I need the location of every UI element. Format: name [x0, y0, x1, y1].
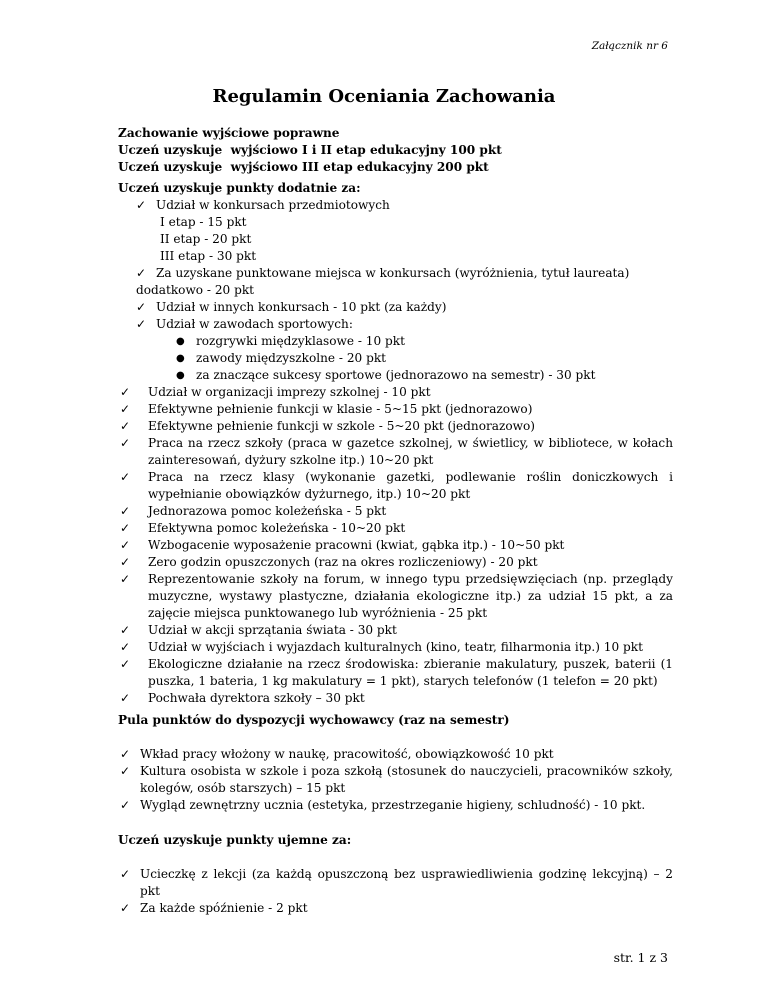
- checkmark-icon: ✓: [135, 317, 147, 331]
- list-item: ✓ Ucieczkę z lekcji (za każdą opuszczoną bez usprawiedliwienia godzinę lekcyjną) – 2 pkt: [119, 867, 673, 898]
- positive-list: [118, 384, 673, 707]
- list-item: ✓ Efektywne pełnienie funkcji w klasie - 5~15 pkt (jednorazowo): [119, 402, 533, 416]
- list-item: ✓ Jednorazowa pomoc koleżeńska - 5 pkt: [119, 504, 387, 518]
- list-item: ✓ Wzbogacenie wyposażenie pracowni (kwiat, gąbka itp.) - 10~50 pkt: [119, 538, 565, 552]
- section-heading: Uczeń uzyskuje punkty ujemne za:: [118, 833, 352, 847]
- checkmark-icon: ✓: [119, 402, 131, 416]
- bullet-item: ● zawody międzyszkolne - 20 pkt: [176, 351, 387, 365]
- list-item: ✓ Kultura osobista w szkole i poza szkołą (stosunek do nauczycieli, pracowników szkoły, kolegów, osób starszych) – 15 pkt: [119, 764, 673, 795]
- document-title: Regulamin Oceniania Zachowania: [212, 86, 556, 107]
- checkmark-icon: ✓: [119, 798, 131, 812]
- negative-list: [118, 866, 673, 917]
- list-item: ✓ Wygląd zewnętrzny ucznia (estetyka, przestrzeganie higieny, schludność) - 10 pkt.: [119, 798, 646, 812]
- bullet-item: ● rozgrywki międzyklasowe - 10 pkt: [176, 334, 405, 348]
- checkmark-icon: ✓: [119, 436, 131, 450]
- checkmark-icon: ✓: [119, 555, 131, 569]
- checkmark-icon: ✓: [135, 198, 147, 212]
- checkmark-icon: ✓: [119, 657, 131, 671]
- list-item: ✓ Udział w wyjściach i wyjazdach kulturalnych (kino, teatr, filharmonia itp.) 10 pkt: [119, 640, 643, 654]
- checkmark-icon: ✓: [119, 640, 131, 654]
- list-item: ✓ Udział w konkursach przedmiotowych I etap - 15 pkt II etap - 20 pkt III etap - 30 pkt: [135, 198, 390, 263]
- checkmark-icon: ✓: [119, 691, 131, 705]
- list-item: ✓ Efektywna pomoc koleżeńska - 10~20 pkt: [119, 521, 406, 535]
- attachment-label: Załącznik nr 6: [591, 40, 668, 52]
- list-item: ✓ Efektywne pełnienie funkcji w szkole - 5~20 pkt (jednorazowo): [119, 419, 535, 433]
- list-item: ✓ Wkład pracy włożony w naukę, pracowitość, obowiązkowość 10 pkt: [119, 747, 554, 761]
- positive-section: [118, 180, 673, 197]
- teacher-pool-list: [118, 746, 673, 814]
- list-item: ✓ Praca na rzecz klasy (wykonanie gazetki, podlewanie roślin doniczkowych i wypełnianie obowiązków dyżurnego, itp.) 10~20 pkt: [119, 470, 673, 501]
- negative-section: [118, 832, 673, 849]
- bullet-item: ● za znaczące sukcesy sportowe (jednorazowo na semestr) - 30 pkt: [176, 368, 596, 382]
- list-item: ✓ Reprezentowanie szkoły na forum, w innego typu przedsięwzięciach (np. przeglądy muzyczne, wystawy plastyczne, działania ekologiczne itp.) za udział 15 pkt, a za zajęcie miejsca punktowanego lub wyróżnienia - 25 pkt: [119, 572, 673, 620]
- page-number: str. 1 z 3: [613, 950, 668, 965]
- checkmark-icon: ✓: [135, 300, 147, 314]
- list-item: ✓ Udział w innych konkursach - 10 pkt (za każdy): [135, 300, 447, 314]
- list-item: ✓ Udział w akcji sprzątania świata - 30 pkt: [119, 623, 397, 637]
- checkmark-icon: ✓: [119, 867, 131, 881]
- teacher-pool-section: [118, 712, 673, 729]
- intro-line: Zachowanie wyjściowe poprawne: [118, 126, 340, 140]
- list-item: ✓ Zero godzin opuszczonych (raz na okres rozliczeniowy) - 20 pkt: [119, 555, 538, 569]
- checkmark-icon: ✓: [119, 538, 131, 552]
- list-item: ✓ Praca na rzecz szkoły (praca w gazetce szkolnej, w świetlicy, w bibliotece, w kołach zainteresowań, dyżury szkolne itp.) 10~20 pkt: [119, 436, 673, 467]
- checkmark-icon: ✓: [119, 623, 131, 637]
- bullet-icon: ●: [176, 370, 185, 381]
- checkmark-icon: ✓: [119, 521, 131, 535]
- checkmark-icon: ✓: [135, 266, 147, 280]
- checkmark-icon: ✓: [119, 747, 131, 761]
- checkmark-icon: ✓: [119, 419, 131, 433]
- checkmark-icon: ✓: [119, 764, 131, 778]
- bullet-icon: ●: [176, 336, 185, 347]
- checkmark-icon: ✓: [119, 385, 131, 399]
- list-item: ✓ Udział w zawodach sportowych:: [135, 317, 353, 331]
- intro-line: Uczeń uzyskuje wyjściowo III etap edukacyjny 200 pkt: [118, 160, 489, 174]
- section-heading: Pula punktów do dyspozycji wychowawcy (raz na semestr): [118, 713, 510, 727]
- checkmark-icon: ✓: [119, 901, 131, 915]
- intro-line: Uczeń uzyskuje wyjściowo I i II etap edukacyjny 100 pkt: [118, 143, 502, 157]
- intro-section: [118, 125, 673, 176]
- sports-sublist: [118, 333, 673, 384]
- list-item: ✓ Udział w organizacji imprezy szkolnej - 10 pkt: [119, 385, 431, 399]
- section-heading: Uczeń uzyskuje punkty dodatnie za:: [118, 181, 361, 195]
- list-item: ✓ Za każde spóźnienie - 2 pkt: [119, 901, 308, 915]
- list-item: ✓ Pochwała dyrektora szkoły – 30 pkt: [119, 691, 365, 705]
- list-item: ✓ Za uzyskane punktowane miejsca w konkursach (wyróżnienia, tytuł laureata) dodatkowo - 20 pkt: [135, 266, 630, 297]
- checkmark-icon: ✓: [119, 504, 131, 518]
- checkmark-icon: ✓: [119, 470, 131, 484]
- bullet-icon: ●: [176, 353, 185, 364]
- checkmark-icon: ✓: [119, 572, 131, 586]
- list-item: ✓ Ekologiczne działanie na rzecz środowiska: zbieranie makulatury, puszek, baterii (1 puszka, 1 bateria, 1 kg makulatury = 1 pkt), starych telefonów (1 telefon = 20 pkt): [119, 657, 673, 688]
